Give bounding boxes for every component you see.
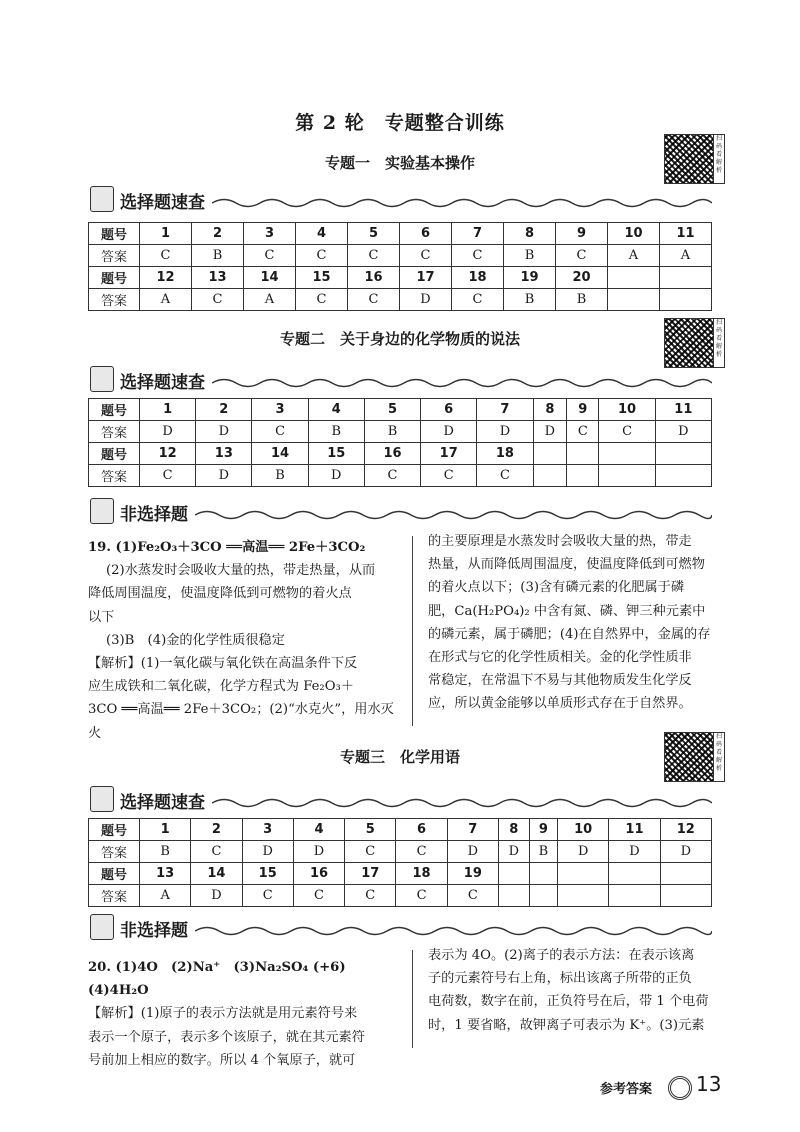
q19-line: 19. (1)Fe₂O₃＋3CO ══高温══ 2Fe＋3CO₂ bbox=[88, 540, 366, 555]
answer-row bbox=[89, 841, 712, 863]
answer-cell: C bbox=[244, 245, 296, 267]
question-number-cell: 5 bbox=[345, 819, 396, 841]
answer-cell: D bbox=[477, 421, 533, 443]
answer-cell: B bbox=[504, 245, 556, 267]
question-number-cell bbox=[498, 863, 529, 885]
answer-cell: D bbox=[308, 465, 364, 487]
question-number-cell bbox=[655, 443, 711, 465]
answer-cell: B bbox=[192, 245, 244, 267]
qr-tag: 扫码看解析 bbox=[713, 732, 725, 782]
answer-cell bbox=[558, 885, 609, 907]
topic-1-title: 专题一 实验基本操作 bbox=[324, 154, 475, 172]
answer-cell: C bbox=[477, 465, 533, 487]
question-number-cell: 17 bbox=[345, 863, 396, 885]
row-label: 答案 bbox=[89, 421, 140, 443]
section-label-non-choice: 非选择题 bbox=[120, 505, 188, 525]
question-number-cell: 3 bbox=[242, 819, 293, 841]
row-label: 答案 bbox=[89, 841, 140, 863]
question-number-cell: 5 bbox=[364, 399, 420, 421]
row-label: 答案 bbox=[89, 465, 140, 487]
answer-row bbox=[89, 421, 712, 443]
question-number-cell: 10 bbox=[599, 399, 655, 421]
answer-cell bbox=[599, 465, 655, 487]
q19-line: 以下 bbox=[88, 609, 115, 625]
vine-decoration bbox=[195, 508, 712, 522]
q20-line: 表示为 4O。(2)离子的表示方法：在表示该离 bbox=[428, 948, 695, 963]
answer-cell: C bbox=[296, 245, 348, 267]
answer-cell: D bbox=[293, 841, 344, 863]
qr-tag: 扫码看解析 bbox=[713, 318, 725, 368]
book-icon bbox=[90, 786, 114, 812]
q19-line: 的主要原理是水蒸发时会吸收大量的热，带走 bbox=[428, 534, 692, 549]
question-number-row bbox=[89, 223, 712, 245]
answer-cell: C bbox=[400, 245, 452, 267]
answer-cell: D bbox=[558, 841, 609, 863]
page-number: 13 bbox=[696, 1072, 722, 1096]
answer-cell: C bbox=[191, 841, 242, 863]
question-number-cell: 7 bbox=[447, 819, 498, 841]
answer-cell bbox=[567, 465, 599, 487]
q19-line: 降低周围温度，使温度降低到可燃物的着火点 bbox=[88, 586, 352, 602]
q19-right-column bbox=[428, 530, 718, 716]
q19-line: 的磷元素，属于磷肥；(4)在自然界中，金属的存 bbox=[428, 626, 711, 642]
answer-cell: A bbox=[244, 289, 296, 311]
answer-cell: C bbox=[140, 245, 192, 267]
answer-cell: B bbox=[556, 289, 608, 311]
answer-cell: C bbox=[599, 421, 655, 443]
answer-cell bbox=[529, 885, 557, 907]
question-number-cell: 6 bbox=[400, 223, 452, 245]
q20-left-column bbox=[88, 956, 398, 1072]
q20-line: 【解析】(1)原子的表示方法就是用元素符号来 bbox=[88, 1006, 358, 1022]
qr-tag: 扫码看解析 bbox=[713, 134, 725, 184]
answer-cell: C bbox=[364, 465, 420, 487]
question-number-cell: 10 bbox=[608, 223, 660, 245]
answer-cell: B bbox=[504, 289, 556, 311]
question-number-cell: 19 bbox=[504, 267, 556, 289]
q19-line: 在形式与它的化学性质相关。金的化学性质非 bbox=[428, 650, 692, 666]
question-number-cell: 14 bbox=[252, 443, 308, 465]
answer-cell bbox=[609, 885, 660, 907]
question-number-cell: 8 bbox=[533, 399, 567, 421]
q19-line: 【解析】(1)一氧化碳与氧化铁在高温条件下反 bbox=[88, 656, 358, 672]
section-label-choice: 选择题速查 bbox=[120, 193, 205, 213]
answer-cell bbox=[655, 465, 711, 487]
answer-cell: D bbox=[191, 885, 242, 907]
question-number-cell: 12 bbox=[140, 267, 192, 289]
answer-cell: D bbox=[498, 841, 529, 863]
answer-table-2 bbox=[88, 398, 712, 487]
answer-cell: C bbox=[242, 885, 293, 907]
answer-cell: A bbox=[608, 245, 660, 267]
question-number-cell: 9 bbox=[567, 399, 599, 421]
answer-cell: C bbox=[252, 421, 308, 443]
answer-cell: D bbox=[533, 421, 567, 443]
question-number-cell: 6 bbox=[396, 819, 447, 841]
answer-cell: D bbox=[196, 421, 252, 443]
row-label: 题号 bbox=[89, 443, 140, 465]
question-number-cell: 13 bbox=[192, 267, 244, 289]
question-number-cell bbox=[609, 863, 660, 885]
question-number-cell: 8 bbox=[504, 223, 556, 245]
qr-code-icon[interactable] bbox=[664, 134, 714, 184]
row-label: 答案 bbox=[89, 245, 140, 267]
column-divider bbox=[412, 536, 413, 726]
vine-decoration bbox=[212, 196, 712, 210]
question-number-cell: 14 bbox=[244, 267, 296, 289]
answer-cell: D bbox=[196, 465, 252, 487]
q19-line: (2)水蒸发时会吸收大量的热，带走热量，从而 bbox=[106, 563, 376, 579]
question-number-cell: 3 bbox=[252, 399, 308, 421]
answer-cell bbox=[608, 289, 660, 311]
section-label-choice: 选择题速查 bbox=[120, 793, 205, 813]
question-number-cell bbox=[660, 267, 712, 289]
answer-cell: A bbox=[140, 885, 191, 907]
q20-line: 表示一个原子，表示多个该原子，就在其元素符 bbox=[88, 1029, 365, 1045]
answer-cell: A bbox=[660, 245, 712, 267]
answer-row bbox=[89, 885, 712, 907]
question-number-cell bbox=[608, 267, 660, 289]
question-number-cell: 1 bbox=[140, 819, 191, 841]
answer-cell: D bbox=[140, 421, 196, 443]
section-label-non-choice: 非选择题 bbox=[120, 921, 188, 941]
answer-cell: C bbox=[345, 885, 396, 907]
q19-line: 应生成铁和二氧化碳，化学方程式为 Fe₂O₃＋ bbox=[88, 679, 354, 695]
answer-cell: C bbox=[396, 885, 447, 907]
question-number-cell: 11 bbox=[609, 819, 660, 841]
row-label: 题号 bbox=[89, 863, 140, 885]
q20-line: 时，1 要省略，故钾离子可表示为 K⁺。(3)元素 bbox=[428, 1017, 705, 1033]
answer-cell: C bbox=[447, 885, 498, 907]
q20-right-column bbox=[428, 944, 718, 1037]
question-number-cell: 15 bbox=[296, 267, 348, 289]
question-number-cell: 16 bbox=[293, 863, 344, 885]
q19-line: 肥，Ca(H₂PO₄)₂ 中含有氮、磷、钾三种元素中 bbox=[428, 603, 706, 619]
vine-decoration bbox=[212, 376, 712, 390]
answer-cell bbox=[533, 465, 567, 487]
question-number-cell bbox=[533, 443, 567, 465]
q19-line: 3CO ══高温══ 2Fe＋3CO₂；(2)“水克火”，用水灭火 bbox=[88, 702, 394, 741]
footer-label: 参考答案 bbox=[600, 1082, 653, 1097]
question-number-cell: 15 bbox=[242, 863, 293, 885]
question-number-cell: 9 bbox=[529, 819, 557, 841]
answer-cell: D bbox=[242, 841, 293, 863]
answer-cell: C bbox=[556, 245, 608, 267]
question-number-cell: 2 bbox=[196, 399, 252, 421]
q19-line: (3)B (4)金的化学性质很稳定 bbox=[106, 632, 285, 648]
answer-cell: C bbox=[348, 289, 400, 311]
book-icon bbox=[90, 366, 114, 392]
answer-table-1 bbox=[88, 222, 712, 311]
answer-cell: C bbox=[396, 841, 447, 863]
column-divider bbox=[412, 950, 413, 1048]
answer-cell bbox=[660, 885, 711, 907]
row-label: 答案 bbox=[89, 885, 140, 907]
question-number-cell: 13 bbox=[140, 863, 191, 885]
question-number-cell: 6 bbox=[421, 399, 477, 421]
question-number-cell: 16 bbox=[348, 267, 400, 289]
answer-cell: B bbox=[364, 421, 420, 443]
answer-cell: C bbox=[452, 245, 504, 267]
q19-line: 应，所以黄金能够以单质形式存在于自然界。 bbox=[428, 696, 692, 712]
answer-row bbox=[89, 289, 712, 311]
question-number-cell: 10 bbox=[558, 819, 609, 841]
answer-row bbox=[89, 245, 712, 267]
answer-cell: B bbox=[529, 841, 557, 863]
question-number-cell: 12 bbox=[140, 443, 196, 465]
question-number-cell: 15 bbox=[308, 443, 364, 465]
book-icon bbox=[90, 914, 114, 940]
question-number-cell: 13 bbox=[196, 443, 252, 465]
question-number-cell: 5 bbox=[348, 223, 400, 245]
question-number-cell: 16 bbox=[364, 443, 420, 465]
book-icon bbox=[90, 186, 114, 212]
question-number-cell: 8 bbox=[498, 819, 529, 841]
answer-cell: C bbox=[348, 245, 400, 267]
question-number-cell: 4 bbox=[293, 819, 344, 841]
answer-cell: B bbox=[308, 421, 364, 443]
question-number-cell: 14 bbox=[191, 863, 242, 885]
question-number-cell: 1 bbox=[140, 223, 192, 245]
answer-cell: C bbox=[293, 885, 344, 907]
question-number-cell: 19 bbox=[447, 863, 498, 885]
answer-cell: B bbox=[252, 465, 308, 487]
question-number-cell: 18 bbox=[477, 443, 533, 465]
vine-decoration bbox=[212, 796, 712, 810]
answer-cell: C bbox=[345, 841, 396, 863]
question-number-row bbox=[89, 863, 712, 885]
q20-line: 电荷数，数字在前，正负符号在后，带 1 个电荷 bbox=[428, 994, 709, 1010]
answer-cell: C bbox=[140, 465, 196, 487]
question-number-cell: 11 bbox=[655, 399, 711, 421]
answer-cell: A bbox=[140, 289, 192, 311]
question-number-cell: 7 bbox=[452, 223, 504, 245]
row-label: 题号 bbox=[89, 223, 140, 245]
answer-cell: C bbox=[192, 289, 244, 311]
answer-cell: C bbox=[296, 289, 348, 311]
question-number-cell: 11 bbox=[660, 223, 712, 245]
row-label: 题号 bbox=[89, 399, 140, 421]
question-number-cell bbox=[660, 863, 711, 885]
question-number-cell: 9 bbox=[556, 223, 608, 245]
answer-cell: D bbox=[660, 841, 711, 863]
row-label: 答案 bbox=[89, 289, 140, 311]
q20-line: 号前加上相应的数字。所以 4 个氧原子，就可 bbox=[88, 1052, 356, 1068]
question-number-row bbox=[89, 443, 712, 465]
question-number-cell: 17 bbox=[421, 443, 477, 465]
question-number-cell: 18 bbox=[396, 863, 447, 885]
answer-cell: C bbox=[567, 421, 599, 443]
q19-line: 的着火点以下；(3)含有磷元素的化肥属于磷 bbox=[428, 580, 685, 596]
answer-table-3 bbox=[88, 818, 712, 907]
question-number-row bbox=[89, 267, 712, 289]
question-number-cell bbox=[558, 863, 609, 885]
question-number-cell: 12 bbox=[660, 819, 711, 841]
question-number-cell: 20 bbox=[556, 267, 608, 289]
question-number-cell: 1 bbox=[140, 399, 196, 421]
topic-3-title: 专题三 化学用语 bbox=[339, 748, 460, 766]
page-title: 第 2 轮 专题整合训练 bbox=[295, 112, 505, 134]
question-number-cell: 4 bbox=[296, 223, 348, 245]
answer-cell: D bbox=[655, 421, 711, 443]
question-number-cell: 17 bbox=[400, 267, 452, 289]
answer-cell: D bbox=[421, 421, 477, 443]
answer-cell: C bbox=[452, 289, 504, 311]
question-number-row bbox=[89, 819, 712, 841]
row-label: 题号 bbox=[89, 819, 140, 841]
question-number-cell: 4 bbox=[308, 399, 364, 421]
q20-line: 子的元素符号右上角，标出该离子所带的正负 bbox=[428, 971, 692, 987]
qr-code-icon[interactable] bbox=[664, 318, 714, 368]
vine-decoration bbox=[195, 924, 712, 938]
answer-cell: C bbox=[421, 465, 477, 487]
q20-line: 20. (1)4O (2)Na⁺ (3)Na₂SO₄ (+6) (4)4H₂O bbox=[88, 960, 359, 999]
q19-line: 热量，从而降低周围温度，使温度降低到可燃物 bbox=[428, 557, 705, 573]
swirl-icon bbox=[668, 1076, 692, 1100]
row-label: 题号 bbox=[89, 267, 140, 289]
q19-left-column bbox=[88, 536, 398, 745]
answer-cell bbox=[498, 885, 529, 907]
book-icon bbox=[90, 498, 114, 524]
question-number-cell bbox=[599, 443, 655, 465]
answer-cell: D bbox=[447, 841, 498, 863]
question-number-cell: 18 bbox=[452, 267, 504, 289]
qr-code-icon[interactable] bbox=[664, 732, 714, 782]
topic-2-title: 专题二 关于身边的化学物质的说法 bbox=[279, 330, 520, 348]
question-number-row bbox=[89, 399, 712, 421]
question-number-cell bbox=[567, 443, 599, 465]
q19-line: 常稳定，在常温下不易与其他物质发生化学反 bbox=[428, 673, 692, 689]
question-number-cell: 2 bbox=[191, 819, 242, 841]
question-number-cell: 2 bbox=[192, 223, 244, 245]
answer-cell: D bbox=[400, 289, 452, 311]
question-number-cell: 3 bbox=[244, 223, 296, 245]
answer-cell: B bbox=[140, 841, 191, 863]
section-label-choice: 选择题速查 bbox=[120, 373, 205, 393]
answer-cell: D bbox=[609, 841, 660, 863]
question-number-cell bbox=[529, 863, 557, 885]
answer-row bbox=[89, 465, 712, 487]
answer-cell bbox=[660, 289, 712, 311]
question-number-cell: 7 bbox=[477, 399, 533, 421]
